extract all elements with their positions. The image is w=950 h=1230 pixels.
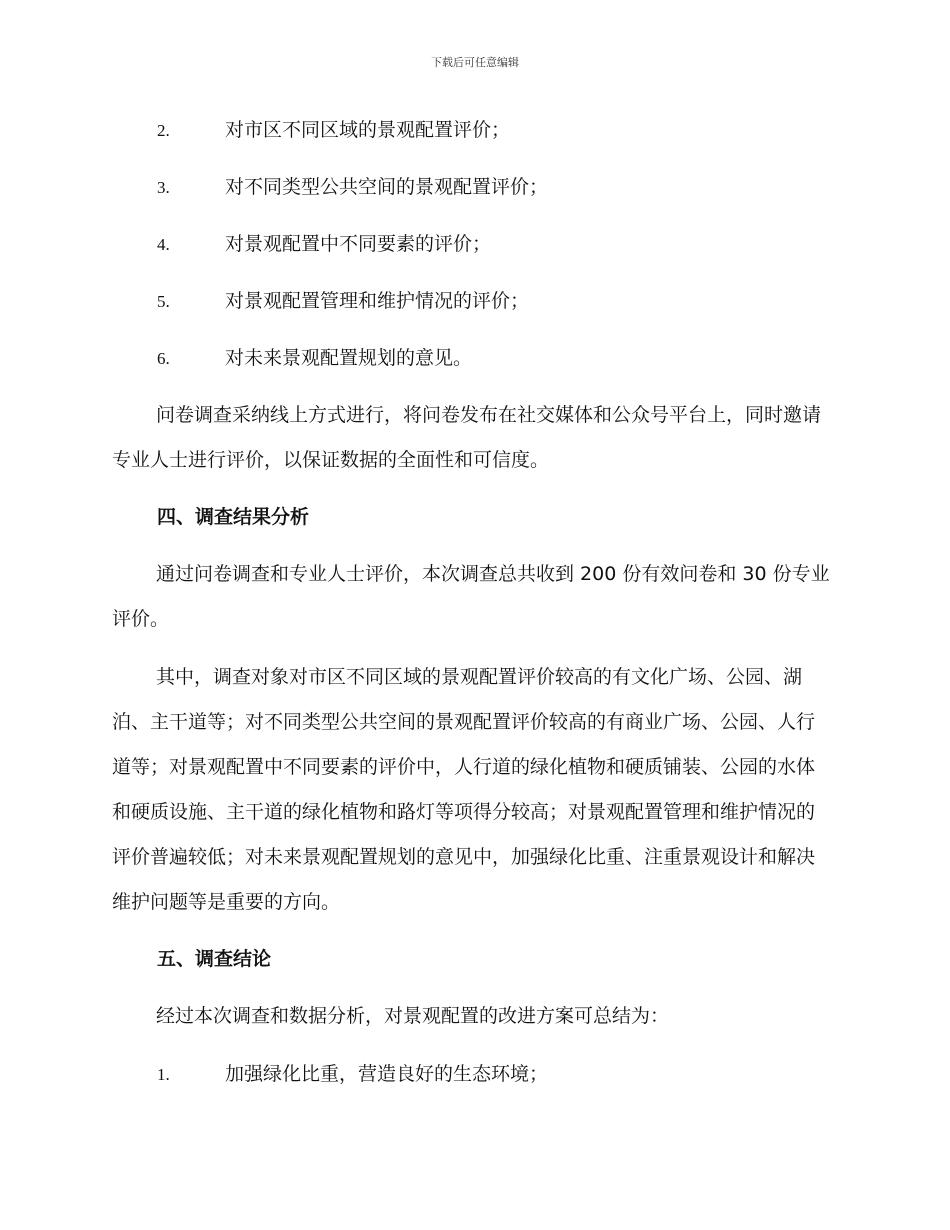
list-item-text: 对不同类型公共空间的景观配置评价； bbox=[225, 176, 549, 198]
list-item-text: 对景观配置中不同要素的评价； bbox=[225, 233, 492, 255]
list-item-number: 5. bbox=[157, 292, 170, 311]
list-item-number: 2. bbox=[157, 121, 170, 140]
list-item-number: 4. bbox=[157, 235, 170, 254]
list-item bbox=[157, 115, 510, 145]
list-item bbox=[157, 1059, 548, 1089]
results-detail-paragraph: 其中，调查对象对市区不同区域的景观配置评价较高的有文化广场、公园、湖泊、主干道等；对不同类型公共空间的景观配置评价较高的有商业广场、公园、人行道等；对景观配置中不同要素的评价中，人行道的绿化植物和硬质铺装、公园的水体和硬质设施、主干道的绿化植物和路灯等项得分较高；对景观配置管理和维护情况的评价普遍较低；对未来景观配置规划的意见中，加强绿化比重、注重景观设计和解决维护问题等是重要的方向。 bbox=[112, 666, 816, 913]
list-item bbox=[157, 286, 529, 316]
list-item-text: 对景观配置管理和维护情况的评价； bbox=[225, 290, 530, 312]
list-item-number: 1. bbox=[157, 1065, 170, 1084]
list-item-number: 6. bbox=[157, 349, 170, 368]
list-item-number: 3. bbox=[157, 178, 170, 197]
page-header: 下载后可任意编辑 bbox=[431, 56, 519, 69]
results-intro-paragraph: 通过问卷调查和专业人士评价，本次调查总共收到 200 份有效问卷和 30 份专业评价。 bbox=[112, 563, 830, 630]
section-heading-conclusion: 五、调查结论 bbox=[157, 948, 272, 970]
list-item-text: 加强绿化比重，营造良好的生态环境； bbox=[225, 1063, 549, 1085]
list-item-text: 对市区不同区域的景观配置评价； bbox=[225, 119, 511, 141]
conclusion-intro-paragraph: 经过本次调查和数据分析，对景观配置的改进方案可总结为： bbox=[156, 1005, 670, 1027]
list-item-text: 对未来景观配置规划的意见。 bbox=[225, 347, 473, 369]
section-heading-results: 四、调查结果分析 bbox=[157, 506, 310, 528]
list-item bbox=[157, 172, 548, 202]
method-paragraph: 问卷调查采纳线上方式进行，将问卷发布在社交媒体和公众号平台上，同时邀请专业人士进行评价，以保证数据的全面性和可信度。 bbox=[112, 404, 822, 471]
list-item bbox=[157, 229, 491, 259]
list-item bbox=[157, 343, 472, 373]
